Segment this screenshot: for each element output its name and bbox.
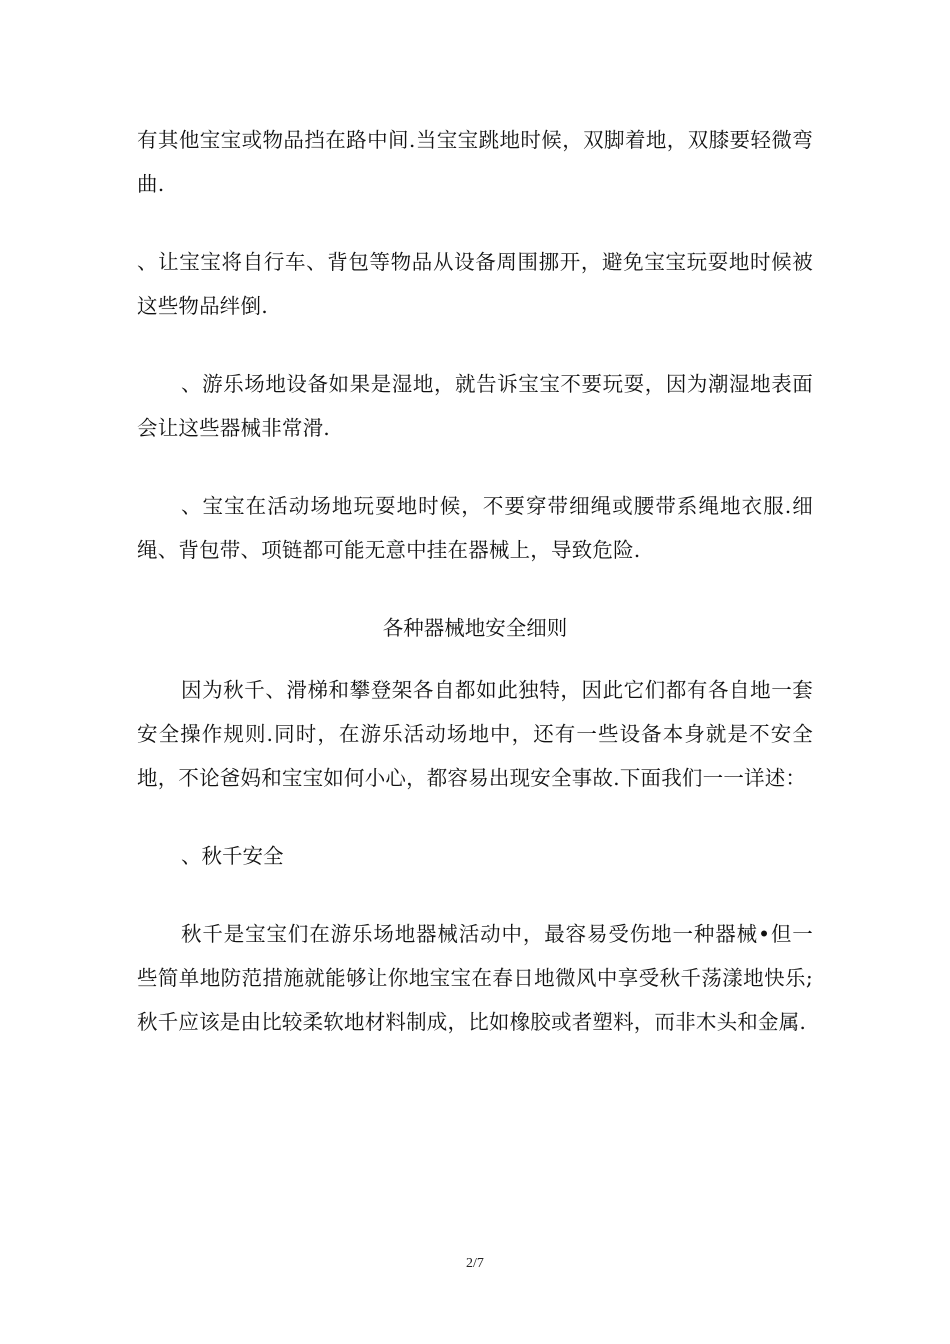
page-content (137, 118, 813, 1078)
paragraph-intro: 因为秋千、滑梯和攀登架各自都如此独特，因此它们都有各自地一套安全操作规则.同时，在游乐活动场地中，还有一些设备本身就是不安全地，不论爸妈和宝宝如何小心，都容易出现安全事故.下面我们一一详述： (137, 678, 813, 790)
page-number: 2/7 (466, 1256, 484, 1271)
paragraph-clothing: 、宝宝在活动场地玩耍地时候，不要穿带细绳或腰带系绳地衣服.细绳、背包带、项链都可能无意中挂在器械上，导致危险. (137, 494, 813, 562)
subsection-title: 、秋千安全 (181, 844, 284, 868)
section-title: 各种器械地安全细则 (382, 616, 568, 640)
paragraph-swing: 秋千是宝宝们在游乐场地器械活动中，最容易受伤地一种器械•但一些简单地防范措施就能够让你地宝宝在春日地微风中享受秋千荡漾地快乐;秋千应该是由比较柔软地材料制成，比如橡胶或者塑料，而非木头和金属. (137, 922, 813, 1034)
paragraph-continued: 有其他宝宝或物品挡在路中间.当宝宝跳地时候，双脚着地，双膝要轻微弯曲. (137, 128, 813, 196)
paragraph-wet-equipment: 、游乐场地设备如果是湿地，就告诉宝宝不要玩耍，因为潮湿地表面会让这些器械非常滑. (137, 372, 813, 440)
paragraph-bags: 、让宝宝将自行车、背包等物品从设备周围挪开，避免宝宝玩耍地时候被这些物品绊倒. (137, 250, 813, 318)
